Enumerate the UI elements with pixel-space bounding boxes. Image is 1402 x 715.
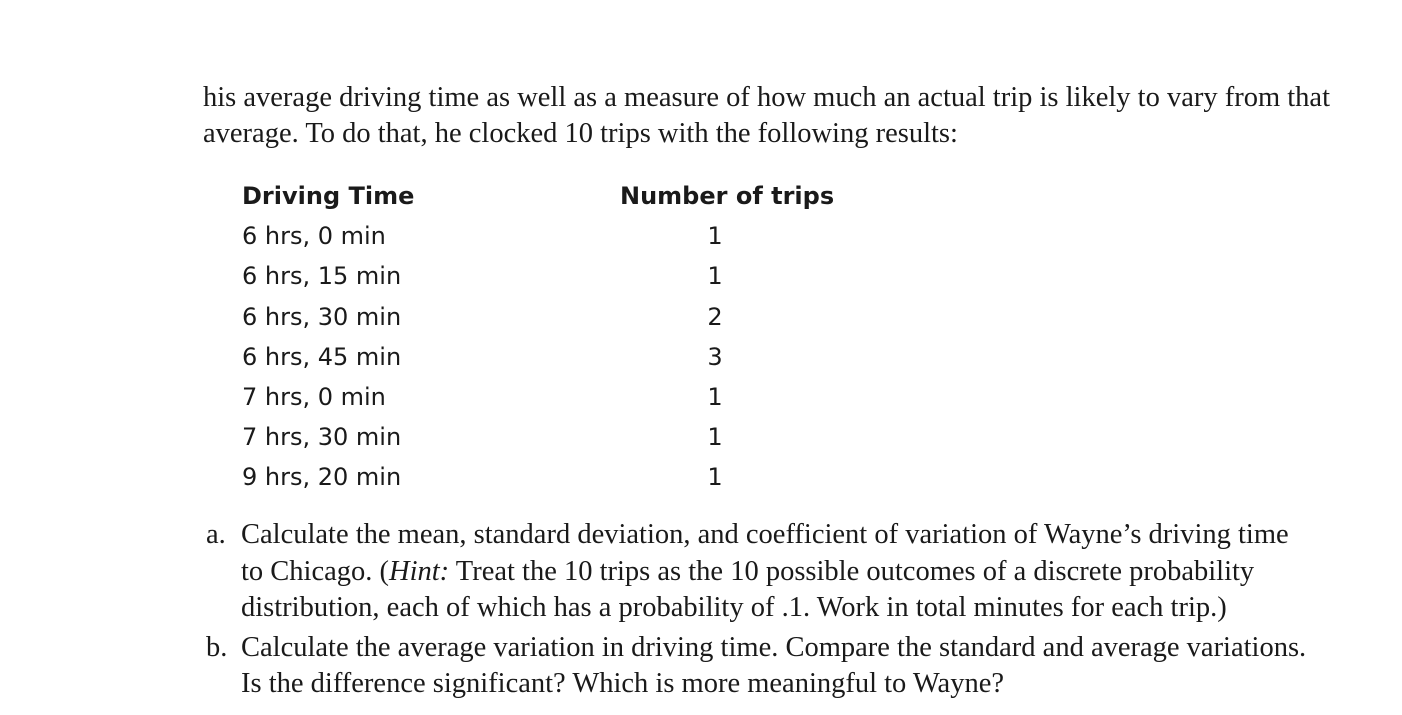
intro-line-2: average. To do that, he clocked 10 trips with the following results:: [203, 118, 958, 149]
question-a-line-2-pre: to Chicago. (: [241, 555, 390, 587]
trips-count-cell: 1: [707, 423, 723, 452]
intro-paragraph: [203, 80, 1373, 152]
question-a-line-1: Calculate the mean, standard deviation, and coefficient of variation of Wayne’s driving time: [241, 519, 1289, 550]
question-a: [203, 517, 1383, 627]
question-marker: a.: [206, 519, 226, 550]
hint-label: Hint:: [389, 555, 450, 587]
question-a-line-2-post: Treat the 10 trips as the 10 possible outcomes of a discrete probability: [449, 555, 1255, 587]
driving-time-cell: 9 hrs, 20 min: [242, 463, 402, 492]
driving-time-cell: 6 hrs, 15 min: [242, 262, 402, 291]
trips-count-cell: 1: [707, 463, 723, 492]
questions-list: [203, 517, 1383, 706]
driving-time-cell: 6 hrs, 0 min: [242, 222, 386, 251]
driving-time-cell: 7 hrs, 0 min: [242, 382, 386, 411]
driving-time-cell: 6 hrs, 45 min: [242, 342, 402, 371]
intro-line-1: his average driving time as well as a measure of how much an actual trip is likely to vary from that: [203, 82, 1330, 113]
trips-count-cell: 1: [707, 222, 723, 251]
driving-time-cell: 7 hrs, 30 min: [242, 423, 402, 452]
driving-time-cell: 6 hrs, 30 min: [242, 302, 402, 331]
trips-count-cell: 2: [707, 302, 723, 331]
question-marker: b.: [206, 631, 228, 663]
header-driving-time: Driving Time: [242, 182, 415, 210]
question-a-line-2: [241, 554, 1383, 591]
trips-count-cell: 1: [707, 382, 723, 411]
question-b-line-1: Calculate the average variation in driving time. Compare the standard and average variations.: [241, 631, 1307, 663]
question-b: [203, 630, 1383, 703]
trips-count-cell: 3: [707, 342, 723, 371]
header-number-of-trips: Number of trips: [620, 182, 835, 210]
trips-count-cell: 1: [707, 262, 723, 291]
question-a-line-3: distribution, each of which has a probability of .1. Work in total minutes for each trip.): [241, 592, 1227, 623]
question-b-line-2: Is the difference significant? Which is more meaningful to Wayne?: [241, 668, 1004, 699]
